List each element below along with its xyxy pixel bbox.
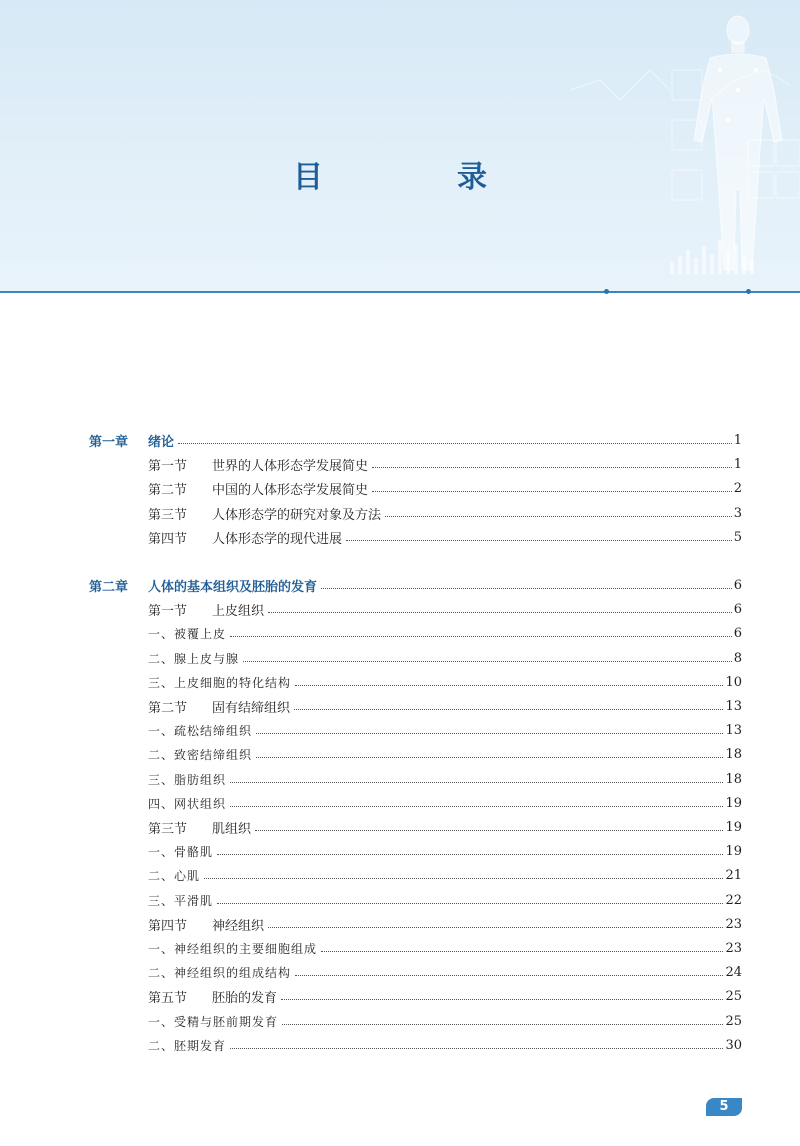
toc-entry-number: 第二章 — [89, 579, 129, 595]
toc-entry-title: 二、腺上皮与腺 — [148, 651, 240, 666]
toc-entry-label — [148, 987, 277, 1006]
dot-leader — [281, 999, 723, 1000]
dot-leader — [295, 685, 723, 686]
toc-entry-number: 第三节 — [148, 507, 188, 523]
dot-leader — [230, 806, 723, 807]
toc-entry-label — [148, 867, 200, 884]
toc-entry-label — [148, 1037, 226, 1054]
toc-subsection-row[interactable] — [148, 839, 742, 863]
toc-subsection-row[interactable] — [148, 646, 742, 670]
toc-entry-title: 四、网状组织 — [148, 796, 227, 811]
toc-entry-title: 神经组织 — [212, 918, 265, 934]
dot-leader — [282, 1024, 723, 1025]
page-title: 目 录 — [293, 160, 539, 195]
toc-section-row[interactable] — [148, 476, 742, 500]
toc-entry-label — [148, 795, 226, 812]
toc-page-number: 6 — [733, 625, 742, 641]
toc-entry-label — [148, 892, 213, 909]
toc-entry-number: 第三节 — [148, 821, 188, 837]
toc-page-number: 24 — [725, 964, 742, 980]
toc-subsection-row[interactable] — [148, 863, 742, 887]
toc-page-number: 5 — [733, 529, 742, 545]
toc-entry-label — [148, 722, 252, 739]
dot-leader — [321, 588, 732, 589]
toc-subsection-row[interactable] — [148, 1009, 742, 1033]
toc-page-number: 18 — [725, 746, 742, 762]
toc-page-number: 3 — [733, 505, 742, 521]
toc-subsection-row[interactable] — [148, 718, 742, 742]
toc-entry-title: 一、骨骼肌 — [148, 844, 214, 859]
header-divider — [0, 291, 800, 293]
toc-section-row[interactable] — [148, 597, 742, 621]
toc-entry-label — [148, 940, 317, 957]
toc-entry-label — [148, 479, 368, 498]
toc-entry-title: 绪论 — [148, 434, 175, 450]
toc-entry-title: 中国的人体形态学发展简史 — [212, 482, 369, 498]
toc-entry-title: 二、神经组织的组成结构 — [148, 965, 292, 980]
page-header — [0, 0, 800, 292]
toc-entry-number: 第四节 — [148, 918, 188, 934]
dot-leader — [230, 1048, 723, 1049]
dot-leader — [230, 636, 732, 637]
toc-entry-label — [148, 650, 239, 667]
toc-entry-title: 三、脂肪组织 — [148, 772, 227, 787]
toc-entry-number: 第一节 — [148, 603, 188, 619]
dot-leader — [268, 612, 732, 613]
dot-leader — [372, 467, 732, 468]
toc-entry-title: 人体形态学的研究对象及方法 — [212, 507, 382, 523]
toc-entry-label — [148, 746, 252, 763]
toc-entry-label — [148, 771, 226, 788]
toc-entry-title: 固有结缔组织 — [212, 700, 291, 716]
toc-page-number: 19 — [725, 819, 742, 835]
toc-page-number: 19 — [725, 795, 742, 811]
toc-subsection-row[interactable] — [148, 742, 742, 766]
toc-entry-title: 二、胚期发育 — [148, 1038, 227, 1053]
toc-page-number: 25 — [725, 1013, 742, 1029]
toc-subsection-row[interactable] — [148, 621, 742, 645]
toc-entry-title: 人体的基本组织及胚胎的发育 — [148, 579, 318, 595]
toc-entry-number: 第一章 — [89, 434, 129, 450]
human-body-icon — [560, 0, 800, 292]
toc-entry-number: 第二节 — [148, 700, 188, 716]
toc-entry-label — [89, 576, 317, 595]
divider-dot — [604, 289, 609, 294]
toc-entry-title: 一、被覆上皮 — [148, 626, 227, 641]
toc-entry-number: 第五节 — [148, 990, 188, 1006]
toc-page-number: 22 — [725, 892, 742, 908]
toc-subsection-row[interactable] — [148, 791, 742, 815]
toc-entry-label — [89, 431, 174, 450]
toc-section-row[interactable] — [148, 525, 742, 549]
toc-entry-label — [148, 625, 226, 642]
toc-subsection-row[interactable] — [148, 960, 742, 984]
toc-page-number: 30 — [725, 1037, 742, 1053]
toc-page-number: 6 — [733, 577, 742, 593]
dot-leader — [255, 830, 723, 831]
toc-entry-title: 一、疏松结缔组织 — [148, 723, 253, 738]
toc-entry-label — [148, 1013, 278, 1030]
toc-entry-title: 三、上皮细胞的特化结构 — [148, 675, 292, 690]
toc-entry-number: 第二节 — [148, 482, 188, 498]
toc-chapter-row[interactable] — [89, 573, 742, 597]
toc-entry-label — [148, 843, 213, 860]
toc-section-row[interactable] — [148, 815, 742, 839]
dot-leader — [346, 540, 732, 541]
toc-page-number: 25 — [725, 988, 742, 1004]
toc-subsection-row[interactable] — [148, 936, 742, 960]
toc-entry-title: 人体形态学的现代进展 — [212, 531, 343, 547]
toc-section-row[interactable] — [148, 694, 742, 718]
toc-entry-title: 一、受精与胚前期发育 — [148, 1014, 279, 1029]
dot-leader — [256, 757, 723, 758]
toc-page-number: 10 — [725, 674, 742, 690]
dot-leader — [256, 733, 723, 734]
toc-entry-number: 第一节 — [148, 458, 188, 474]
toc-page-number: 13 — [725, 698, 742, 714]
toc-entry-label — [148, 818, 251, 837]
dot-leader — [294, 709, 723, 710]
toc-section-row[interactable] — [148, 912, 742, 936]
toc-subsection-row[interactable] — [148, 888, 742, 912]
toc-page-number: 1 — [733, 432, 742, 448]
toc-entry-label — [148, 674, 291, 691]
toc-page-number: 13 — [725, 722, 742, 738]
toc-page-number: 18 — [725, 771, 742, 787]
toc-entry-title: 肌组织 — [212, 821, 252, 837]
toc-subsection-row[interactable] — [148, 670, 742, 694]
dot-leader — [372, 491, 732, 492]
toc-page-number: 8 — [733, 650, 742, 666]
dot-leader — [217, 854, 723, 855]
dot-leader — [230, 782, 723, 783]
toc-subsection-row[interactable] — [148, 767, 742, 791]
toc-page-number: 21 — [725, 867, 742, 883]
toc-page-number: 6 — [733, 601, 742, 617]
dot-leader — [295, 975, 723, 976]
toc-section-row[interactable] — [148, 501, 742, 525]
toc-entry-title: 二、致密结缔组织 — [148, 747, 253, 762]
toc-entry-label — [148, 600, 264, 619]
dot-leader — [385, 516, 732, 517]
toc-entry-title: 二、心肌 — [148, 868, 201, 883]
toc-section-row[interactable] — [148, 452, 742, 476]
toc-subsection-row[interactable] — [148, 1033, 742, 1057]
toc-entry-title: 一、神经组织的主要细胞组成 — [148, 941, 318, 956]
toc-chapter-row[interactable] — [89, 428, 742, 452]
toc-entry-title: 上皮组织 — [212, 603, 265, 619]
toc-entry-number: 第四节 — [148, 531, 188, 547]
toc-entry-label — [148, 455, 368, 474]
dot-leader — [243, 661, 732, 662]
dot-leader — [217, 903, 723, 904]
dot-leader — [321, 951, 723, 952]
toc-entry-label — [148, 915, 264, 934]
toc-entry-title: 胚胎的发育 — [212, 990, 278, 1006]
toc-page-number: 1 — [733, 456, 742, 472]
dot-leader — [204, 878, 723, 879]
toc-entry-title: 世界的人体形态学发展简史 — [212, 458, 369, 474]
toc-entry-label — [148, 528, 342, 547]
dot-leader — [178, 443, 732, 444]
toc-page-number: 23 — [725, 940, 742, 956]
divider-dot — [746, 289, 751, 294]
page-number-badge: 5 — [706, 1098, 742, 1116]
toc-page-number: 23 — [725, 916, 742, 932]
dot-leader — [268, 927, 723, 928]
toc-entry-label — [148, 697, 290, 716]
toc-section-row[interactable] — [148, 984, 742, 1008]
toc-entry-label — [148, 504, 381, 523]
toc-entry-title: 三、平滑肌 — [148, 893, 214, 908]
toc-page-number: 2 — [733, 480, 742, 496]
toc-entry-label — [148, 964, 291, 981]
toc-page-number: 19 — [725, 843, 742, 859]
